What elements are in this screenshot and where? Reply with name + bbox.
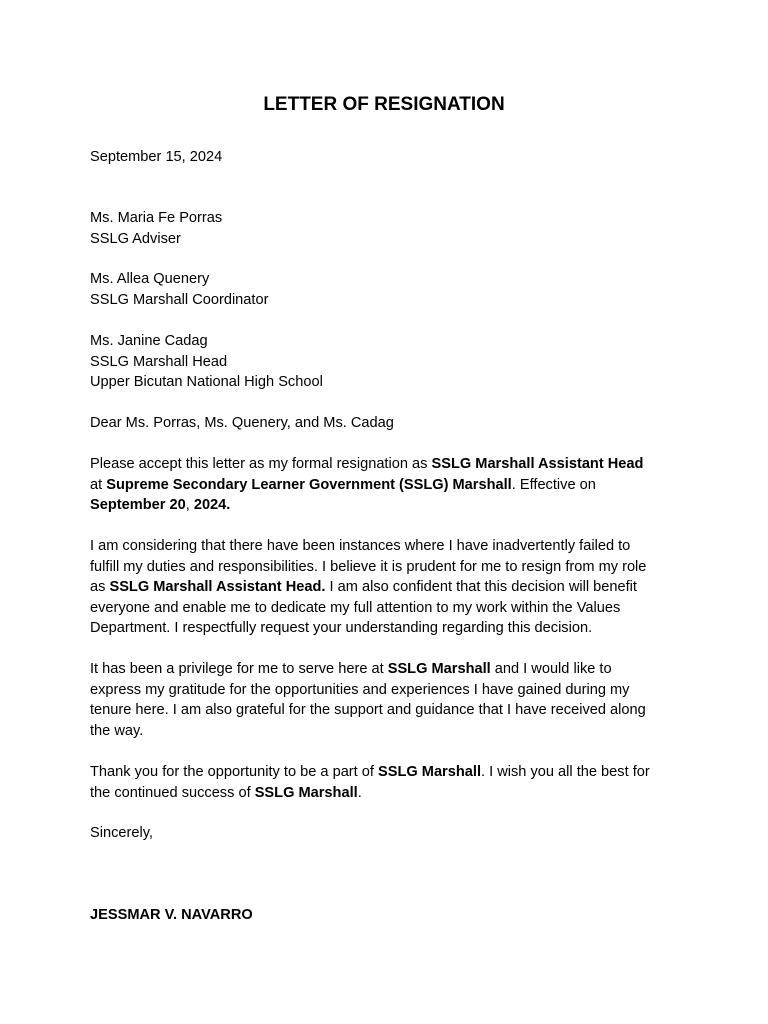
bold-run: SSLG Marshall xyxy=(378,764,481,780)
text-run: Thank you for the opportunity to be a part of xyxy=(90,764,378,780)
letter-date: September 15, 2024 xyxy=(90,149,223,165)
paragraph-line xyxy=(90,659,680,680)
recipient-position: SSLG Marshall Head xyxy=(90,353,228,370)
recipient-block-2 xyxy=(90,269,680,310)
text-run: , xyxy=(185,497,194,513)
paragraph-gratitude xyxy=(90,659,680,741)
bold-run: 2024. xyxy=(193,497,231,513)
paragraph-line: express my gratitude for the opportunities and experiences I have gained during my xyxy=(90,681,630,698)
recipient-name: Ms. Allea Quenery xyxy=(90,271,210,287)
paragraph-line xyxy=(90,495,680,516)
text-run: and I would like to xyxy=(490,661,612,677)
paragraph-line: the way. xyxy=(90,722,144,739)
paragraph-thanks xyxy=(90,762,680,803)
paragraph-line xyxy=(90,783,680,804)
paragraph-line: fulfill my duties and responsibilities. I believe it is prudent for me to resign from my role xyxy=(90,558,647,575)
paragraph-line: Department. I respectfully request your understanding regarding this decision. xyxy=(90,620,593,636)
paragraph-reason xyxy=(90,536,680,639)
text-run: . Effective on xyxy=(511,476,596,493)
text-run: I am also confident that this decision will benefit xyxy=(325,579,637,595)
text-run: the continued success of xyxy=(90,784,255,801)
text-run: as xyxy=(90,579,110,595)
bold-run: September 20 xyxy=(90,497,186,513)
recipient-block-1 xyxy=(90,208,680,249)
paragraph-line: I am considering that there have been instances where I have inadvertently failed to xyxy=(90,538,631,554)
recipient-block-3 xyxy=(90,331,680,393)
paragraph-line xyxy=(90,454,680,475)
paragraph-resignation xyxy=(90,454,680,516)
recipient-school: Upper Bicutan National High School xyxy=(90,374,323,390)
paragraph-line: tenure here. I am also grateful for the support and guidance that I have received along xyxy=(90,702,646,718)
text-run: . I wish you all the best for xyxy=(481,764,650,780)
recipient-name: Ms. Maria Fe Porras xyxy=(90,210,223,226)
closing: Sincerely, xyxy=(90,825,153,841)
letter-title: LETTER OF RESIGNATION xyxy=(263,94,505,115)
text-run: Please accept this letter as my formal resignation as xyxy=(90,456,432,472)
paragraph-line xyxy=(90,475,680,496)
recipient-position: SSLG Marshall Coordinator xyxy=(90,291,269,308)
bold-run: SSLG Marshall xyxy=(254,784,358,801)
signature-name: JESSMAR V. NAVARRO xyxy=(90,907,253,923)
bold-run: SSLG Marshall xyxy=(387,661,491,677)
paragraph-line: everyone and enable me to dedicate my full attention to my work within the Values xyxy=(90,599,621,616)
bold-run: Supreme Secondary Learner Government (SSLG) Marshall xyxy=(106,476,512,493)
recipient-name: Ms. Janine Cadag xyxy=(90,333,208,349)
bold-run: SSLG Marshall Assistant Head. xyxy=(109,579,326,595)
recipient-position: SSLG Adviser xyxy=(90,230,181,247)
text-run: . xyxy=(357,784,362,801)
paragraph-line xyxy=(90,762,680,783)
bold-run: SSLG Marshall Assistant Head xyxy=(431,456,644,472)
text-run: at xyxy=(90,476,107,493)
salutation: Dear Ms. Porras, Ms. Quenery, and Ms. Cadag xyxy=(90,415,394,431)
paragraph-line xyxy=(90,577,680,598)
text-run: It has been a privilege for me to serve here at xyxy=(90,661,388,677)
